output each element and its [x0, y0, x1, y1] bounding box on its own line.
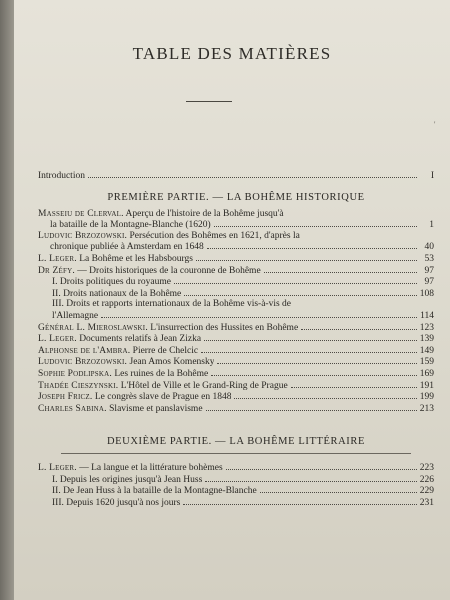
toc-page-number: 40 — [424, 242, 434, 253]
toc-page-number: 191 — [419, 380, 434, 391]
toc-author: Dr Zéfy. — [38, 265, 75, 276]
toc-page-number: 123 — [419, 322, 434, 333]
toc-entry-text — [38, 334, 201, 345]
toc-title: L'Hôtel de Ville et le Grand-Ring de Prague — [120, 380, 288, 391]
dot-leader — [196, 253, 417, 261]
dot-leader — [287, 209, 417, 216]
toc-entry — [38, 345, 434, 357]
toc-entry — [38, 219, 434, 231]
toc-page-number: 199 — [419, 392, 434, 403]
toc-title: III. Droits et rapports internationaux de la Bohême vis-à-vis de — [52, 299, 292, 310]
page-gutter-shadow — [0, 0, 14, 600]
dot-leader — [291, 380, 417, 388]
toc-entry — [38, 253, 434, 265]
title-rule — [186, 101, 232, 102]
toc-title: La Bohême et les Habsbourgs — [79, 253, 193, 264]
toc-title: Documents relatifs à Jean Zizka — [79, 334, 202, 345]
toc-entry-text — [38, 254, 193, 265]
toc-author: L. Leger. — [38, 253, 77, 264]
toc-entry-text — [38, 209, 284, 220]
toc-author: Alphonse de l'Ambra. — [38, 345, 131, 356]
toc-title: la bataille de la Montagne-Blanche (1620) — [50, 220, 211, 231]
toc-page-number: I — [430, 171, 434, 181]
toc-entry-text — [38, 392, 231, 403]
dot-leader — [206, 403, 417, 411]
toc-entry-text — [38, 369, 208, 380]
toc-entry-text — [38, 266, 261, 277]
toc-entry-text — [38, 346, 198, 357]
dot-leader — [205, 474, 416, 482]
toc-author: Ludovic Brzozowski. — [38, 357, 128, 368]
toc-title: II. De Jean Huss à la bataille de la Montagne-Blanche — [52, 486, 257, 497]
toc-entry — [38, 403, 434, 415]
toc-entry-text — [38, 463, 223, 474]
toc-entry-text — [50, 242, 204, 253]
toc-entry — [38, 462, 434, 474]
toc-entry — [38, 265, 434, 277]
part-heading-rule — [61, 453, 411, 454]
toc-page-number: 229 — [419, 486, 434, 497]
book-page — [14, 0, 450, 600]
toc-title: Le congrès slave de Prague en 1848 — [94, 392, 232, 403]
toc-entry — [38, 288, 434, 300]
toc-title: I. Depuis les origines jusqu'à Jean Huss — [52, 474, 203, 485]
toc-entry-text — [38, 357, 214, 368]
toc-title: I. Droits politiques du royaume — [52, 277, 171, 288]
toc-entry-text — [52, 486, 257, 497]
dot-leader — [301, 322, 417, 330]
toc-entry — [38, 310, 434, 322]
toc-entry-introduction — [38, 170, 434, 182]
toc-entry-text — [38, 404, 203, 415]
toc-page-number: 108 — [419, 288, 434, 299]
toc-title: Slavisme et panslavisme — [109, 403, 203, 414]
toc-page-number: 149 — [419, 345, 434, 356]
toc-author: L. Leger. — [38, 334, 77, 345]
dot-leader — [234, 391, 416, 399]
dot-leader — [260, 485, 417, 493]
toc-page-number: 97 — [424, 277, 434, 288]
toc-author: Ludovic Brzozowski. — [38, 230, 128, 241]
dot-leader — [226, 462, 417, 470]
page-mark: ' — [434, 120, 436, 129]
dot-leader — [294, 299, 417, 306]
toc-author: L. Leger. — [38, 463, 77, 474]
toc-author: Général L. Mieroslawski. — [38, 322, 148, 333]
toc-title: Jean Amos Komensky — [129, 357, 215, 368]
dot-leader — [211, 368, 417, 376]
toc-page-number: 231 — [419, 498, 434, 509]
toc-page-number: 139 — [419, 334, 434, 345]
toc-entry — [38, 485, 434, 497]
toc-entry — [38, 231, 434, 242]
dot-leader — [214, 219, 417, 227]
toc-entry — [38, 391, 434, 403]
toc-entry-text — [38, 231, 300, 242]
toc-page-number: 169 — [419, 368, 434, 379]
toc-author: Charles Sabina. — [38, 403, 107, 414]
toc-entry-text — [52, 498, 180, 509]
toc-entry — [38, 322, 434, 334]
toc-title: Persécution des Bohêmes en 1621, d'après la — [129, 230, 300, 241]
dot-leader — [183, 497, 416, 505]
section-gap — [38, 414, 434, 426]
toc-title: — La langue et la littérature bohèmes — [79, 463, 223, 474]
toc-entry — [38, 380, 434, 392]
toc-entry-label: Introduction — [38, 171, 85, 181]
dot-leader — [207, 241, 417, 249]
dot-leader — [303, 231, 417, 238]
toc-title: Aperçu de l'histoire de la Bohême jusqu'à — [125, 208, 284, 219]
toc-title: chronique publiée à Amsterdam en 1648 — [50, 242, 204, 253]
toc-page-number: 159 — [419, 357, 434, 368]
toc-entry — [38, 299, 434, 310]
toc-page-number: 53 — [424, 253, 434, 264]
toc-entry — [38, 368, 434, 380]
toc-page-number: 213 — [419, 403, 434, 414]
toc-entry — [38, 497, 434, 509]
toc-title: Les ruines de la Bohême — [114, 368, 209, 379]
dot-leader — [201, 345, 417, 353]
dot-leader — [184, 288, 416, 296]
dot-leader — [204, 333, 417, 341]
toc-entry — [38, 276, 434, 288]
table-of-contents — [38, 170, 434, 509]
toc-entry — [38, 209, 434, 220]
toc-entry-text — [38, 323, 298, 334]
dot-leader — [88, 170, 417, 178]
page-title: TABLE DES MATIÈRES — [132, 44, 332, 63]
dot-leader — [101, 310, 417, 318]
toc-author: Masseiu de Clerval. — [38, 208, 124, 219]
toc-page-number: 1 — [429, 220, 434, 231]
toc-title: Pierre de Chelcic — [132, 345, 199, 356]
toc-entry-text — [52, 277, 171, 288]
toc-entry-text — [52, 475, 202, 486]
toc-entry-text — [52, 289, 181, 300]
toc-author: Sophie Podlipska. — [38, 368, 112, 379]
toc-entry — [38, 333, 434, 345]
toc-page-number: 226 — [419, 474, 434, 485]
dot-leader — [264, 265, 417, 273]
toc-title: II. Droits nationaux de la Bohême — [52, 288, 182, 299]
part-1-entries — [38, 209, 434, 415]
toc-entry — [38, 241, 434, 253]
part-heading-2: DEUXIÈME PARTIE. — LA BOHÊME LITTÉRAIRE — [106, 436, 366, 448]
dot-leader — [174, 276, 417, 284]
toc-entry-text — [50, 220, 211, 231]
toc-entry-text — [52, 299, 291, 310]
toc-page-number: 97 — [424, 265, 434, 276]
part-2-entries — [38, 462, 434, 508]
toc-title: l'Allemagne — [52, 310, 99, 321]
toc-entry — [38, 356, 434, 368]
toc-page-number: 114 — [420, 310, 434, 321]
toc-title: L'insurrection des Hussites en Bohême — [150, 322, 299, 333]
toc-title: III. Depuis 1620 jusqu'à nos jours — [52, 498, 181, 509]
toc-author: Joseph Fricz. — [38, 392, 93, 403]
toc-page-number: 223 — [419, 463, 434, 474]
toc-title: — Droits historiques de la couronne de Bohême — [77, 265, 261, 276]
toc-entry-text — [38, 381, 288, 392]
toc-entry-text — [52, 311, 98, 322]
toc-author: Thadée Cieszynski. — [38, 380, 119, 391]
dot-leader — [217, 356, 416, 364]
toc-entry — [38, 474, 434, 486]
part-heading-1: PREMIÈRE PARTIE. — LA BOHÊME HISTORIQUE — [107, 191, 365, 203]
